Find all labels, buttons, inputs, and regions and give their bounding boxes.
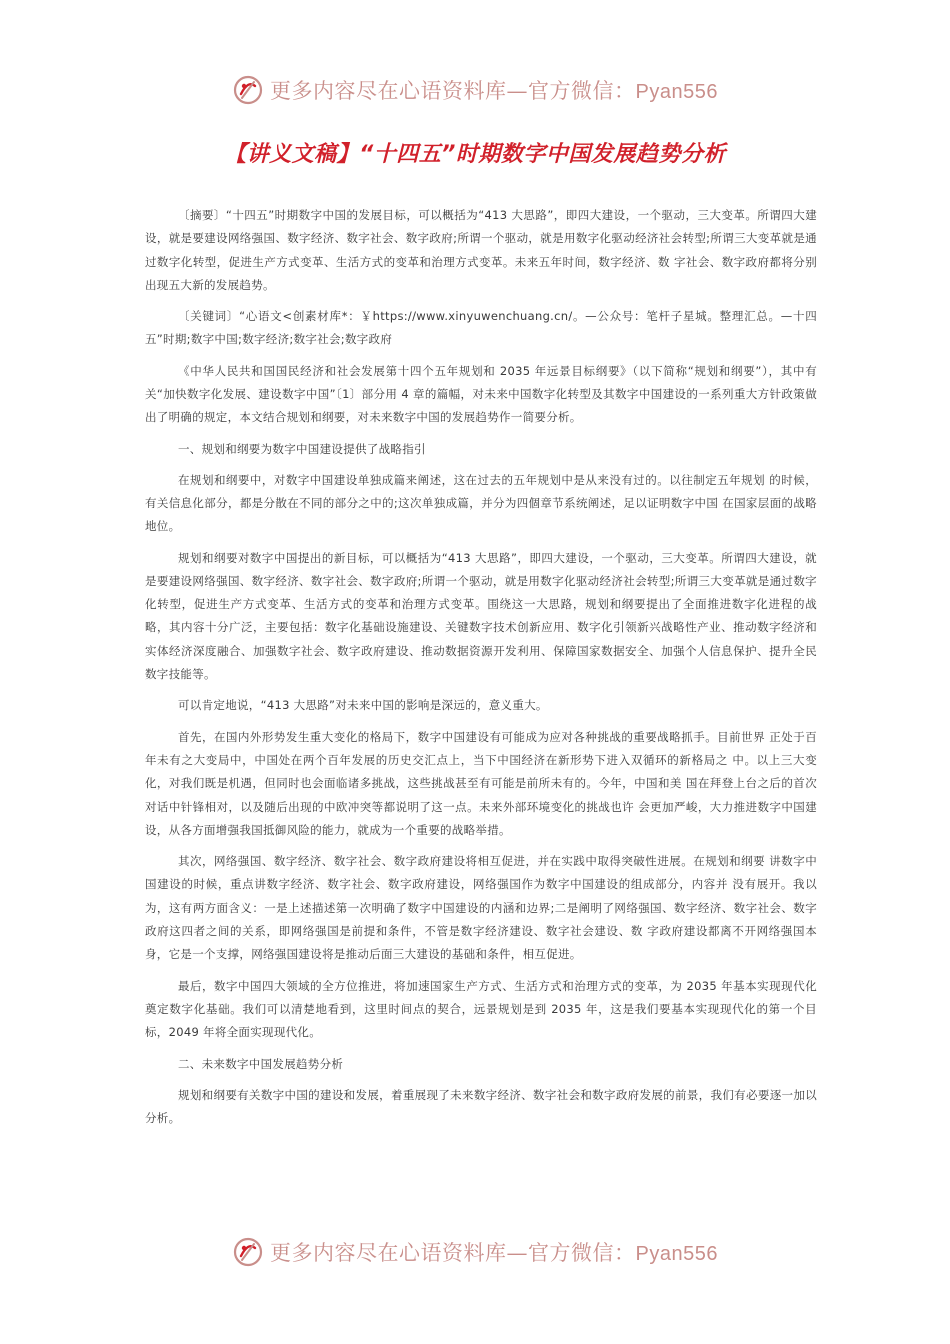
brand-logo-icon [232,1236,264,1268]
body-paragraph: 可以肯定地说，“413 大思路”对未来中国的影响是深远的，意义重大。 [178,698,548,713]
wechat-handle: Pyan556 [635,1243,718,1265]
header-banner [232,70,732,110]
keywords-paragraph: 〔关键词〕“心语文<创素材库*：￥https://www.xinyuwenchuang.cn/。—公众号：笔杆子星城。整理汇总。—十四五”时期;数字中国;数字经济;数字社会;数字政府 [145,309,817,347]
body-paragraph: 规划和纲要有关数字中国的建设和发展，着重展现了未来数字经济、数字社会和数字政府发展的前景，我们有必要逐一加以分析。 [145,1087,817,1125]
body-paragraph: 在规划和纲要中，对数字中国建设单独成篇来阐述，这在过去的五年规划中是从来没有过的。以往制定五年规划 的时候，有关信息化部分，都是分散在不同的部分之中的;这次单独成篇，并分为四個章节系统阐述，足以证明数字中国 在国家层面的战略地位。 [145,472,817,534]
banner-label: 更多内容尽在心语资料库—官方微信： [270,1241,636,1265]
banner-text [270,1237,718,1267]
body-paragraph: 最后，数字中国四大领域的全方位推进，将加速国家生产方式、生活方式和治理方式的变革，为 2035 年基本实现现代化奠定数字化基础。我们可以清楚地看到，这里时间点的契合，远景规划是到 2035 年，这是我们要基本实现现代化的第一个目标，2049 年将全面实现现代化。 [145,978,817,1040]
wechat-handle: Pyan556 [635,81,718,103]
document-body [145,204,817,1138]
section-heading-1: 一、规划和纲要为数字中国建设提供了战略指引 [178,441,426,456]
section-heading-2: 二、未来数字中国发展趋势分析 [178,1056,344,1071]
brand-logo-icon [232,74,264,106]
body-paragraph: 首先，在国内外形势发生重大变化的格局下，数字中国建设有可能成为应对各种挑战的重要战略抓手。目前世界 正处于百年未有之大变局中，中国处在两个百年发展的历史交汇点上，当下中国经济在新形势下进入双循环的新格局之 中。以上三大变化，对我们既是机遇，但同时也会面临诸多挑战，这些挑战甚至有可能是前所未有的。今年，中国和美 国在拜登上台之后的首次对话中针锋相对，以及随后出现的中欧冲突等都说明了这一点。未来外部环境变化的挑战也许 会更加严峻，大力推进数字中国建设，从各方面增强我国抵御风险的能力，就成为一个重要的战略举措。 [145,729,817,837]
intro-paragraph: 《中华人民共和国国民经济和社会发展第十四个五年规划和 2035 年远景目标纲要》（以下简称“规划和纲要”），其中有关“加快数字化发展、建设数字中国”〔1〕部分用 4 章的篇幅，对未来中国数字化转型及其数字中国建设的一系列重大方针政策做出了明确的规定，本文结合规划和纲要，对未来数字中国的发展趋势作一简要分析。 [145,363,817,425]
body-paragraph: 其次，网络强国、数字经济、数字社会、数字政府建设将相互促进，并在实践中取得突破性进展。在规划和纲要 讲数字中国建设的时候，重点讲数字经济、数字社会、数字政府建设，网络强国作为数字中国建设的组成部分，内容并 没有展开。我以为，这有两方面含义：一是上述描述第一次明确了数字中国建设的内涵和边界;二是阐明了网络强国、数字经济、数字社会、数字政府这四者之间的关系，即网络强国是前提和条件，不管是数字经济建设、数字社会建设、数 字政府建设都离不开网络强国本身，它是一个支撑，网络强国建设将是推动后面三大建设的基础和条件，相互促进。 [145,854,817,962]
banner-label: 更多内容尽在心语资料库—官方微信： [270,79,636,103]
document-title: 【讲义文稿】“十四五”时期数字中国发展趋势分析 [224,142,726,167]
banner-text [270,75,718,105]
body-paragraph: 规划和纲要对数字中国提出的新目标，可以概括为“413 大思路”，即四大建设，一个驱动，三大变革。所谓四大建设，就是要建设网络强国、数字经济、数字社会、数字政府;所谓一个驱动，就是用数字化驱动经济社会转型;所谓三大变革就是通过数字化转型，促进生产方式变革、生活方式的变革和治理方式变革。围绕这一大思路，规划和纲要提出了全面推进数字化进程的战略，其内容十分广泛，主要包括：数字化基础设施建设、关键数字技术创新应用、数字化引领新兴战略性产业、推动数字经济和实体经济深度融合、加强数字社会、数字政府建设、推动数据资源开发利用、保障国家数据安全、加强个人信息保护、提升全民数字技能等。 [145,550,817,682]
abstract-paragraph: 〔摘要〕“十四五”时期数字中国的发展目标，可以概括为“413 大思路”，即四大建设，一个驱动，三大变革。所谓四大建设，就是要建设网络强国、数字经济、数字社会、数字政府;所谓一个驱动，就是用数字化驱动经济社会转型;所谓三大变革就是通过数字化转型，促进生产方式变革、生活方式的变革和治理方式变革。未来五年时间，数字经济、数 字社会、数字政府都将分别出现五大新的发展趋势。 [145,208,817,292]
footer-banner [232,1232,732,1272]
